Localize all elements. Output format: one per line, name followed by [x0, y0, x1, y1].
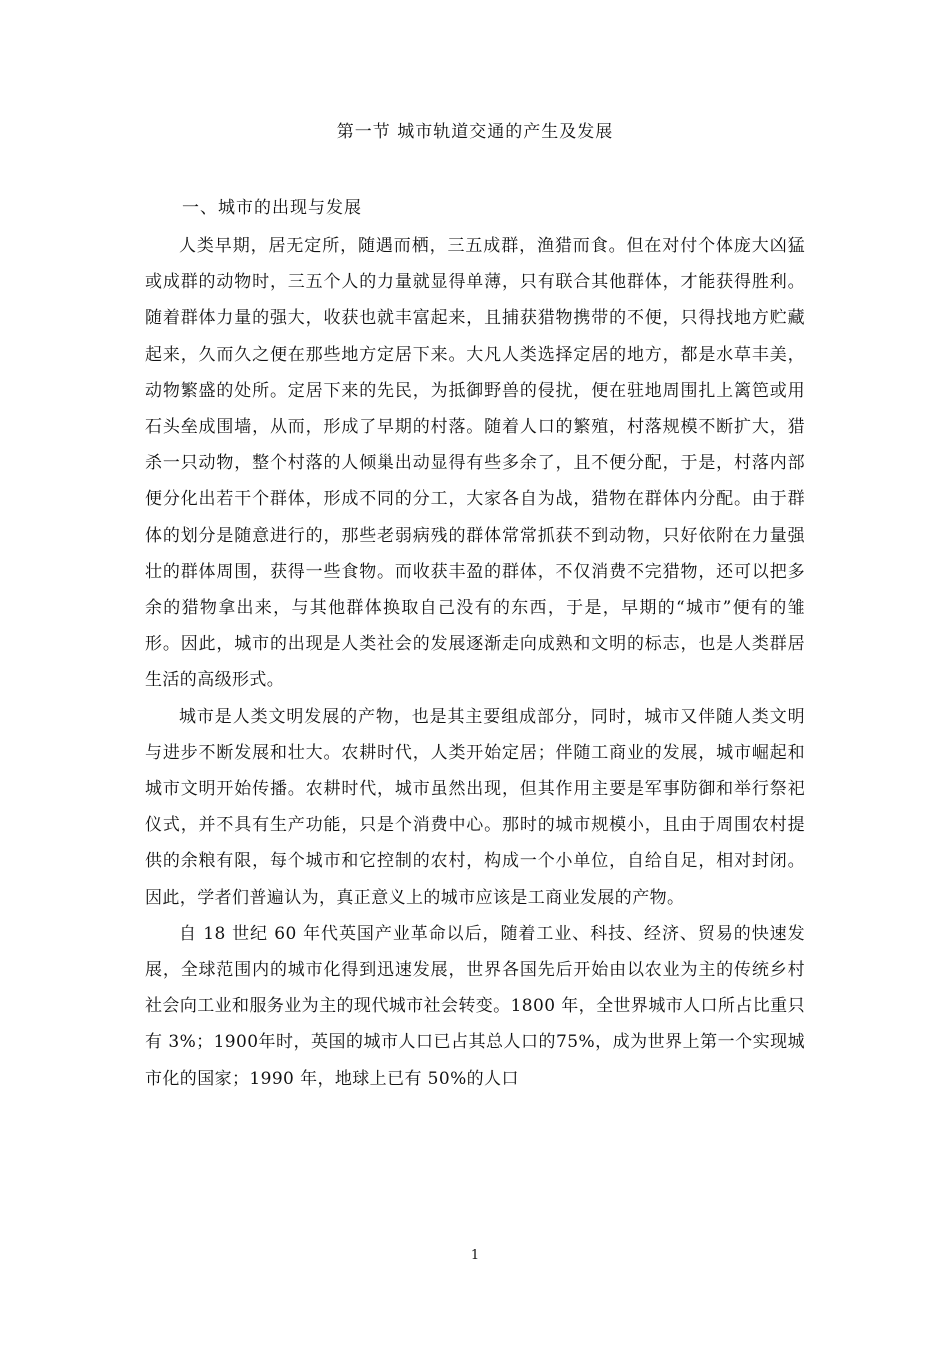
- page-number: 1: [470, 1248, 480, 1263]
- body-text: [145, 228, 805, 1097]
- section-heading: 一、城市的出现与发展: [182, 198, 362, 218]
- paragraph-2: 城市是人类文明发展的产物，也是其主要组成部分，同时，城市又伴随人类文明与进步不断发展和壮大。农耕时代，人类开始定居；伴随工商业的发展，城市崛起和城市文明开始传播。农耕时代，城市虽然出现，但其作用主要是军事防御和举行祭祀仪式，并不具有生产功能，只是个消费中心。那时的城市规模小，且由于周围农村提供的余粮有限，每个城市和它控制的农村，构成一个小单位，自给自足，相对封闭。因此，学者们普遍认为，真正意义上的城市应该是工商业发展的产物。: [145, 706, 805, 908]
- page-title: 第一节 城市轨道交通的产生及发展: [336, 122, 614, 142]
- paragraph-1: 人类早期，居无定所，随遇而栖，三五成群，渔猎而食。但在对付个体庞大凶猛或成群的动物时，三五个人的力量就显得单薄，只有联合其他群体，才能获得胜利。随着群体力量的强大，收获也就丰富起来，且捕获猎物携带的不便，只得找地方贮藏起来，久而久之便在那些地方定居下来。大凡人类选择定居的地方，都是水草丰美，动物繁盛的处所。定居下来的先民，为抵御野兽的侵扰，便在驻地周围扎上篱笆或用石头垒成围墙，从而，形成了早期的村落。随着人口的繁殖，村落规模不断扩大，猎杀一只动物，整个村落的人倾巢出动显得有些多余了，且不便分配，于是，村落内部便分化出若干个群体，形成不同的分工，大家各自为战，猎物在群体内分配。由于群体的划分是随意进行的，那些老弱病残的群体常常抓获不到动物，只好依附在力量强壮的群体周围，获得一些食物。而收获丰盈的群体，不仅消费不完猎物，还可以把多余的猎物拿出来，与其他群体换取自己没有的东西，于是，早期的“城市”便有的雏形。因此，城市的出现是人类社会的发展逐渐走向成熟和文明的标志，也是人类群居生活的高级形式。: [145, 236, 805, 691]
- paragraph-3: 自 18 世纪 60 年代英国产业革命以后，随着工业、科技、经济、贸易的快速发展，全球范围内的城市化得到迅速发展，世界各国先后开始由以农业为主的传统乡村社会向工业和服务业为主的现代城市社会转变。1800 年，全世界城市人口所占比重只有 3%；1900年时，英国的城市人口已占其总人口的75%，成为世界上第一个实现城市化的国家；1990 年，地球上已有 50%的人口: [145, 923, 805, 1089]
